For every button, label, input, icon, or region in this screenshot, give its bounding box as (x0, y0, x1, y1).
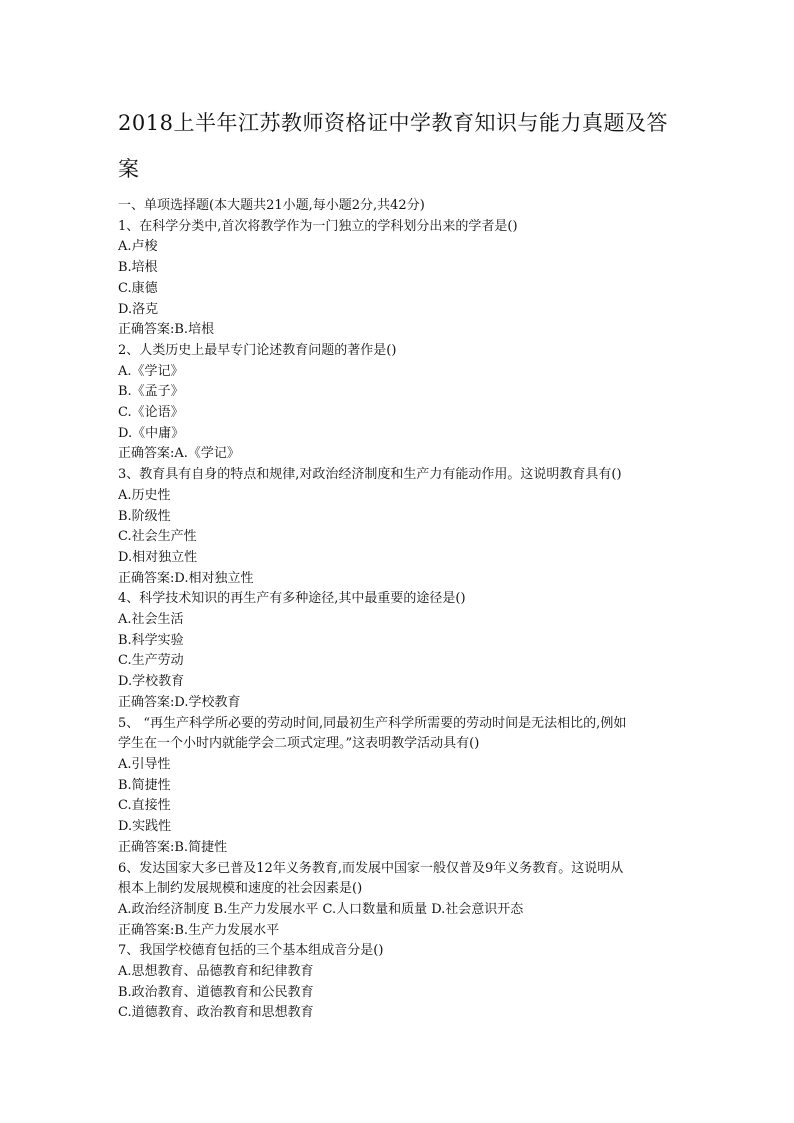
option-c: C.道德教育、政治教育和思想教育 (118, 1005, 314, 1021)
option-b: B.阶级性 (118, 508, 171, 524)
option-c: C.生产劳动 (118, 653, 184, 669)
option-d: D.相对独立性 (118, 549, 198, 565)
answer: 正确答案:A.《学记》 (118, 446, 240, 462)
question-stem: 3、教育具有自身的特点和规律,对政治经济制度和生产力有能动作用。这说明教育具有() (118, 467, 622, 483)
document-title (118, 100, 698, 192)
question-1 (118, 217, 698, 341)
option-d: D.学校教育 (118, 674, 185, 690)
title-line-2: 案 (118, 157, 140, 181)
option-b: B.《孟子》 (118, 384, 184, 400)
option-a: A.《学记》 (118, 363, 184, 379)
question-stem-line-2: 学生在一个小时内就能学会二项式定理。”这表明教学活动具有() (118, 736, 480, 752)
option-b: B.科学实验 (118, 632, 184, 648)
question-6 (118, 859, 698, 942)
option-b: B.培根 (118, 260, 158, 276)
question-7 (118, 941, 698, 1024)
option-a: A.历史性 (118, 487, 171, 503)
title-line-1: 2018上半年江苏教师资格证中学教育知识与能力真题及答 (118, 111, 668, 135)
answer: 正确答案:B.培根 (118, 322, 215, 338)
option-d: D.《中庸》 (118, 425, 185, 441)
question-stem-line-2: 根本上制约发展规模和速度的社会因素是() (118, 881, 363, 897)
option-d: D.洛克 (118, 301, 159, 317)
option-b: B.简捷性 (118, 777, 171, 793)
option-a: A.卢梭 (118, 239, 158, 255)
question-2 (118, 341, 698, 465)
question-4 (118, 589, 698, 713)
question-stem: 1、在科学分类中,首次将教学作为一门独立的学科划分出来的学者是() (118, 218, 518, 234)
answer: 正确答案:D.相对独立性 (118, 570, 254, 586)
option-a: A.思想教育、品德教育和纪律教育 (118, 964, 314, 980)
answer: 正确答案:D.学校教育 (118, 694, 241, 710)
question-stem: 7、我国学校德育包括的三个基本组成音分是() (118, 943, 384, 959)
question-3 (118, 465, 698, 589)
section-heading: 一、单项选择题(本大题共21小题,每小题2分,共42分) (118, 198, 425, 213)
option-d: D.实践性 (118, 819, 172, 835)
document-page (118, 100, 698, 1024)
option-c: C.《论语》 (118, 405, 184, 421)
question-stem: 4、科学技术知识的再生产有多种途径,其中最重要的途径是() (118, 591, 466, 607)
question-5 (118, 714, 698, 859)
option-c: C.社会生产性 (118, 529, 197, 545)
options-inline: A.政治经济制度 B.生产力发展水平 C.人口数量和质量 D.社会意识开态 (118, 901, 524, 917)
option-a: A.社会生活 (118, 612, 184, 628)
option-c: C.康德 (118, 280, 158, 296)
option-a: A.引导性 (118, 756, 171, 772)
option-b: B.政治教育、道德教育和公民教育 (118, 984, 314, 1000)
option-c: C.直接性 (118, 798, 171, 814)
answer: 正确答案:B.生产力发展水平 (118, 922, 280, 938)
question-stem: 2、人类历史上最早专门论述教育问题的著作是() (118, 342, 397, 358)
question-stem-line-1: 6、发达国家大多已普及12年义务教育,而发展中国家一般仅普及9年义务教育。这说明从 (118, 860, 624, 876)
question-stem-line-1: 5、 “再生产科学所必要的劳动时间,同最初生产科学所需要的劳动时间是无法相比的,例如 (118, 715, 627, 731)
answer: 正确答案:B.简捷性 (118, 839, 228, 855)
